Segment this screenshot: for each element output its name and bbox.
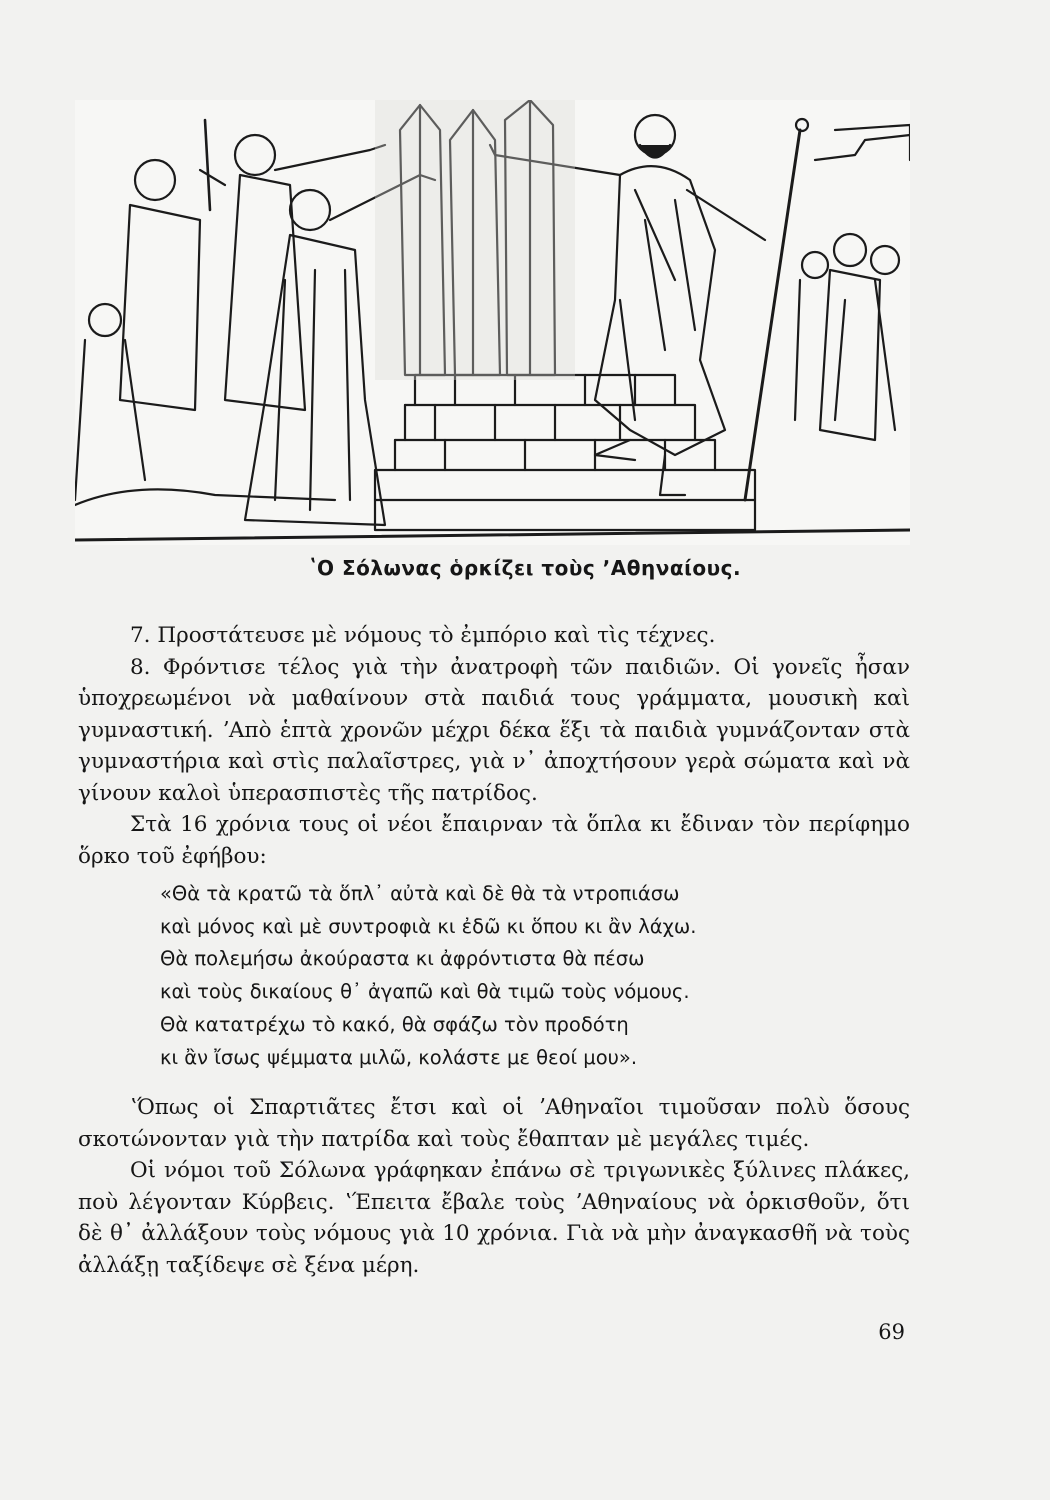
solon-illustration [75, 100, 910, 545]
oath-line: κι ἂν ἴσως ψέμματα μιλῶ, κολάστε με θεοί μου». [160, 1045, 638, 1069]
page-number: 69 [878, 1320, 905, 1344]
text-block-top [78, 620, 910, 872]
paragraph-item-8: 8. Φρόντισε τέλος γιὰ τὴν ἀνατροφὴ τῶν παιδιῶν. Οἱ γονεῖς ἦσαν ὑποχρεωμένοι νὰ μαθαίνουν στὰ παιδιά τους γράμματα, μουσικὴ καὶ γυμναστική. ʼΑπὸ ἑπτὰ χρονῶν μέχρι δέκα ἕξι τὰ παιδιὰ γυμνάζονταν στὰ γυμναστήρια καὶ στὶς παλαῖστρες, γιὰ ν᾽ ἀποχτήσουν γερὰ σώματα καὶ νὰ γίνουν καλοὶ ὑπερασπιστὲς τῆς πατρίδος. [78, 654, 910, 806]
oath-line: καὶ μόνος καὶ μὲ συντροφιὰ κι ἐδῶ κι ὅπου κι ἂν λάχω. [160, 914, 697, 938]
oath-line: Θὰ κατατρέχω τὸ κακό, θὰ σφάζω τὸν προδότη [160, 1012, 629, 1036]
paragraph-item-7: 7. Προστάτευσε μὲ νόμους τὸ ἐμπόριο καὶ τὶς τέχνες. [130, 623, 716, 648]
oath-line: Θὰ πολεμήσω ἀκούραστα κι ἀφρόντιστα θὰ πέσω [160, 947, 645, 971]
paragraph-ephebe-oath-intro: Στὰ 16 χρόνια τους οἱ νέοι ἔπαιρναν τὰ ὅπλα κι ἔδιναν τὸν περίφημο ὅρκο τοῦ ἐφήβου: [78, 812, 910, 869]
figure-caption: ʽΟ Σόλωνας ὁρκίζει τοὺς ʼΑθηναίους. [308, 556, 742, 580]
oath-line: «Θὰ τὰ κρατῶ τὰ ὅπλ᾽ αὐτὰ καὶ δὲ θὰ τὰ ντροπιάσω [160, 882, 680, 905]
text-block-bottom [78, 1092, 910, 1281]
illustration-drawing [75, 100, 910, 545]
paragraph-kyrbeis: Οἱ νόμοι τοῦ Σόλωνα γράφηκαν ἐπάνω σὲ τριγωνικὲς ξύλινες πλάκες, ποὺ λέγονταν Κύρβεις. ʽΈπειτα ἔβαλε τοὺς ʼΑθηναίους νὰ ὁρκισθοῦν, ὅτι δὲ θ᾽ ἀλλάξουν τοὺς νόμους γιὰ 10 χρόνια. Γιὰ νὰ μὴν ἀναγκασθῆ νὰ τοὺς ἀλλάξῃ ταξίδεψε σὲ ξένα μέρη. [78, 1158, 910, 1278]
oath-line: καὶ τοὺς δικαίους θ᾽ ἀγαπῶ καὶ θὰ τιμῶ τοὺς νόμους. [160, 980, 690, 1004]
ephebe-oath [160, 878, 880, 1074]
paragraph-honors: ʽΌπως οἱ Σπαρτιᾶτες ἔτσι καὶ οἱ ʼΑθηναῖοι τιμοῦσαν πολὺ ὅσους σκοτώνονταν γιὰ τὴν πατρίδα καὶ τοὺς ἔθαπταν μὲ μεγάλες τιμές. [78, 1095, 910, 1152]
